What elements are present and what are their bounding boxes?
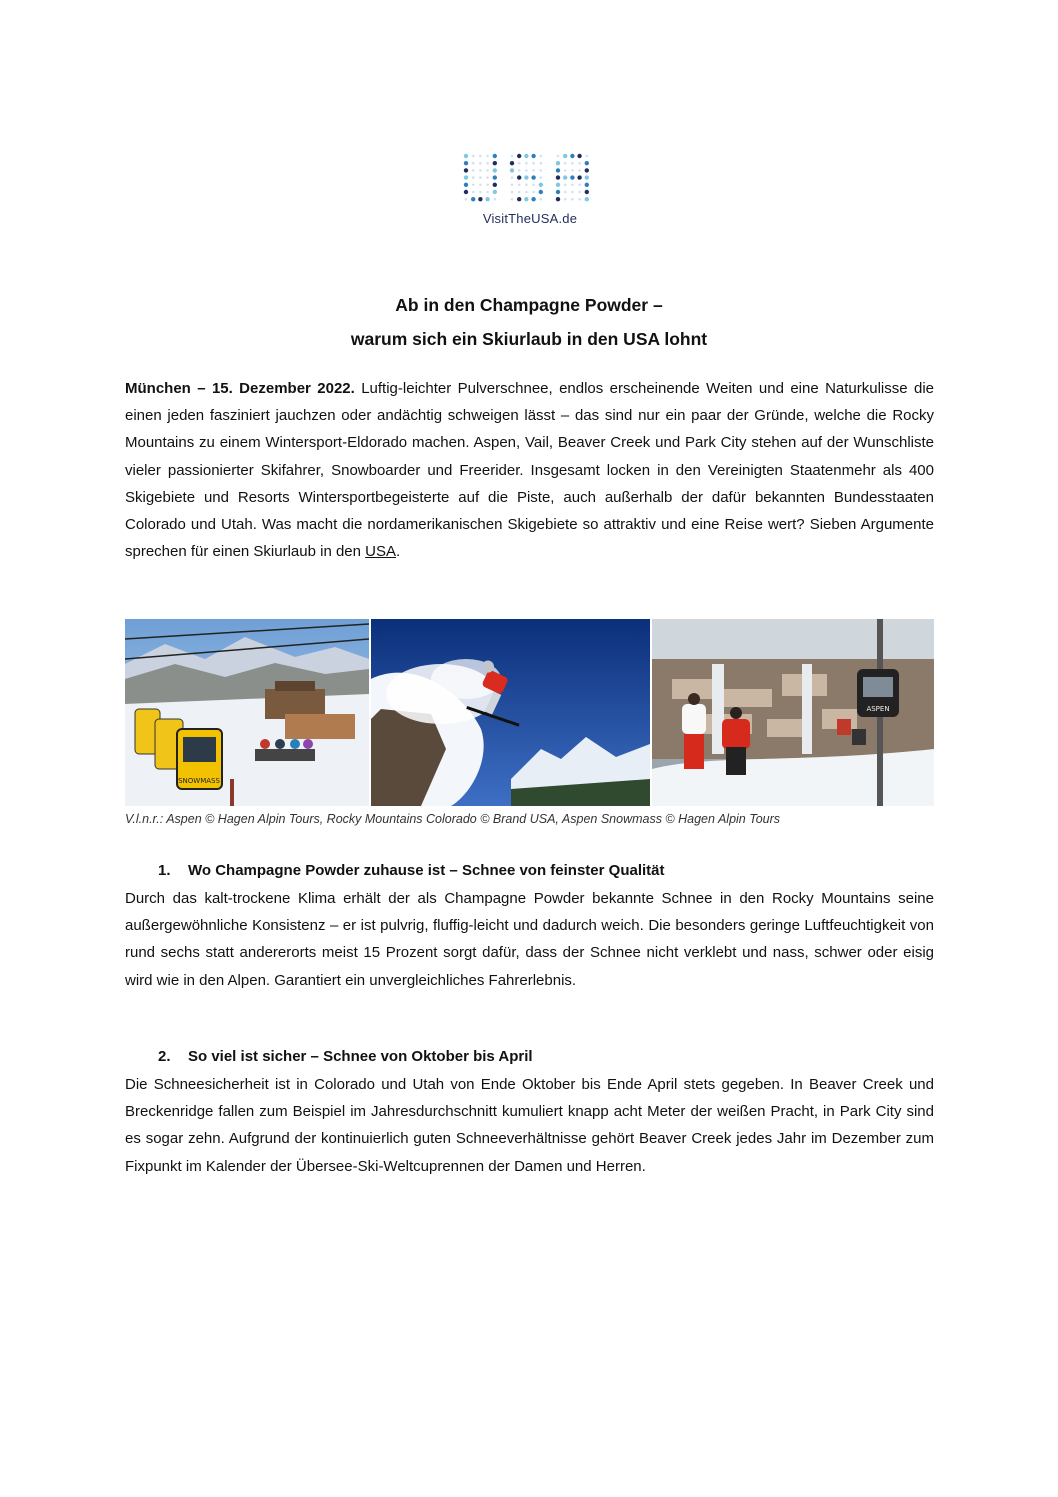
- logo-dot: [540, 162, 543, 165]
- logo-dot: [511, 176, 514, 179]
- logo-dot: [585, 168, 589, 172]
- logo-dot: [578, 169, 581, 172]
- logo-dot: [531, 197, 535, 201]
- logo-dot: [532, 191, 535, 194]
- logo-dot: [556, 190, 560, 194]
- logo-dot: [479, 155, 482, 158]
- logo-dot: [556, 168, 560, 172]
- logo-dot: [464, 154, 468, 158]
- logo-dot: [540, 198, 543, 201]
- logo-dot: [479, 176, 482, 179]
- photo-strip: [125, 619, 934, 806]
- logo-dot: [564, 198, 567, 201]
- logo-dot: [571, 191, 574, 194]
- logo-dot: [518, 169, 521, 172]
- logo-dot: [464, 161, 468, 165]
- logo-dot: [464, 175, 468, 179]
- logo-dot: [570, 154, 574, 158]
- logo-dot: [479, 191, 482, 194]
- logo-dot: [486, 162, 489, 165]
- logo-dot: [493, 168, 497, 172]
- logo-dot: [556, 161, 560, 165]
- logo-dot: [585, 197, 589, 201]
- section-2-number: 2.: [158, 1048, 171, 1065]
- logo-dot: [570, 175, 574, 179]
- section-1-number: 1.: [158, 862, 171, 879]
- logo-dot: [531, 175, 535, 179]
- photo-aspen-snowmass: [652, 619, 934, 806]
- logo-dot: [486, 184, 489, 187]
- logo-dot: [517, 154, 521, 158]
- logo-dot: [577, 175, 581, 179]
- logo-dot: [486, 191, 489, 194]
- logo-dot: [511, 198, 514, 201]
- logo-dot: [524, 175, 528, 179]
- logo-dot: [511, 191, 514, 194]
- logo-dot: [511, 184, 514, 187]
- logo-dot: [525, 191, 528, 194]
- logo-dot: [585, 161, 589, 165]
- logo-dot: [540, 155, 543, 158]
- logo-dot: [571, 169, 574, 172]
- section-2-title: So viel ist sicher – Schnee von Oktober bis April: [188, 1048, 533, 1065]
- logo-dot: [471, 197, 475, 201]
- logo-dot: [464, 190, 468, 194]
- logo-dot: [556, 175, 560, 179]
- logo-dot: [472, 169, 475, 172]
- photo-aspen-gondola: [125, 619, 369, 806]
- logo-dot: [486, 155, 489, 158]
- gondola-sign: SNOWMASS: [178, 777, 220, 785]
- logo-dot: [517, 197, 521, 201]
- logo-dot: [486, 176, 489, 179]
- logo-dot: [564, 169, 567, 172]
- logo-dot: [518, 162, 521, 165]
- section-2-text: Die Schneesicherheit ist in Colorado und Utah von Ende Oktober bis Ende April stets gegeben. In Beaver Creek und Breckenridge fallen zum Beispiel im Jahresdurchschnitt kumuliert knapp acht Meter der weißen Pracht, in Park City sind es sogar zehn. Aufgrund der kontinuierlich guten Schneeverhältnisse gehört Beaver Creek jedes Jahr im Dezember zum Fixpunkt im Kalender der Übersee-Ski-Weltcuprennen der Damen und Herren.: [125, 1076, 934, 1175]
- logo-dot: [577, 154, 581, 158]
- intro-paragraph: [125, 375, 934, 565]
- logo-dot: [485, 197, 489, 201]
- logo-dot: [571, 184, 574, 187]
- logo-dot: [564, 184, 567, 187]
- logo-dot: [493, 190, 497, 194]
- logo-dot: [525, 162, 528, 165]
- dateline: München – 15. Dezember 2022.: [125, 380, 355, 397]
- usa-link[interactable]: USA: [365, 543, 396, 561]
- logo-dot: [472, 184, 475, 187]
- logo-dot: [472, 191, 475, 194]
- logo-text: VisitTheUSA.de: [482, 211, 578, 226]
- section-1-title: Wo Champagne Powder zuhause ist – Schnee von feinster Qualität: [188, 862, 665, 879]
- logo-dot: [486, 169, 489, 172]
- logo-dot: [517, 175, 521, 179]
- logo-dot: [532, 162, 535, 165]
- logo-dot: [518, 184, 521, 187]
- logo-dot: [556, 197, 560, 201]
- logo-dot: [493, 154, 497, 158]
- logo-dot: [563, 154, 567, 158]
- logo-dot: [564, 191, 567, 194]
- logo-dot: [479, 169, 482, 172]
- logo-dot: [585, 190, 589, 194]
- logo-dot: [524, 154, 528, 158]
- logo-dot: [510, 161, 514, 165]
- intro-text: Luftig-leichter Pulverschnee, endlos erscheinende Weiten und eine Naturkulisse die einen jeden fasziniert jauchzen oder andächtig schweigen lässt – das sind nur ein paar der Gründe, welche die Rocky Mountains zu einem Wintersport-Eldorado machen. Aspen, Vail, Beaver Creek und Park City stehen auf der Wunschliste vieler passionierter Skifahrer, Snowboarder und Freerider. Insgesamt locken in den Vereinigten Staatenmehr als 400 Skigebiete und Resorts Wintersportbegeisterte auf die Piste, auch außerhalb der dafür bekannten Bundesstaaten Colorado und Utah. Was macht die nordamerikanischen Skigebiete so attraktiv und eine Reise wert? Sieben Argumente sprechen für einen Skiurlaub in den: [125, 380, 934, 561]
- section-2-heading: [158, 1048, 533, 1065]
- logo-dot: [556, 183, 560, 187]
- logo-dot: [472, 176, 475, 179]
- title-line-2: warum sich ein Skiurlaub in den USA lohnt: [350, 329, 708, 349]
- photo-rocky-mountains-skier: [371, 619, 650, 806]
- logo-dot: [493, 183, 497, 187]
- logo-dot: [578, 162, 581, 165]
- logo-dot: [557, 155, 560, 158]
- logo-dot: [479, 184, 482, 187]
- logo-dot: [511, 155, 514, 158]
- cabin-sign: ASPEN: [866, 705, 890, 713]
- logo-dot: [578, 198, 581, 201]
- logo-dot: [464, 183, 468, 187]
- logo-dot: [563, 175, 567, 179]
- title-line-1: Ab in den Champagne Powder –: [395, 295, 663, 315]
- logo-dot: [539, 190, 543, 194]
- logo-dot: [518, 191, 521, 194]
- logo-dot: [525, 184, 528, 187]
- logo-dot: [464, 168, 468, 172]
- logo-dot: [578, 191, 581, 194]
- section-1-heading: [158, 862, 665, 879]
- logo-dot: [585, 183, 589, 187]
- logo-dot: [586, 155, 589, 158]
- logo-dot: [571, 198, 574, 201]
- logo-dot: [531, 154, 535, 158]
- logo-dot: [564, 162, 567, 165]
- logo-dot: [539, 183, 543, 187]
- logo-dot: [472, 155, 475, 158]
- logo-dot: [510, 168, 514, 172]
- logo-dot: [585, 175, 589, 179]
- logo-dot: [524, 197, 528, 201]
- usa-dot-logo-icon: [460, 150, 600, 208]
- logo-dot: [571, 162, 574, 165]
- logo-dot: [478, 197, 482, 201]
- intro-end: .: [396, 543, 401, 561]
- logo-dot: [540, 176, 543, 179]
- logo-dot: [532, 169, 535, 172]
- photo-caption: V.l.n.r.: Aspen © Hagen Alpin Tours, Rocky Mountains Colorado © Brand USA, Aspen Snowmass © Hagen Alpin Tours: [125, 812, 781, 826]
- logo-dot: [465, 198, 468, 201]
- logo-dot: [578, 184, 581, 187]
- logo-dot: [525, 169, 528, 172]
- logo-dot: [540, 169, 543, 172]
- section-1-text: Durch das kalt-trockene Klima erhält der als Champagne Powder bekannte Schnee in den Rocky Mountains seine außergewöhnliche Konsistenz – er ist pulvrig, fluffig-leicht und dadurch weich. Die besonders geringe Luftfeuchtigkeit von rund sechs statt andererorts meist 15 Prozent sorgt dafür, dass der Schnee nicht verklebt und nass, schwer oder eisig wird wie in den Alpen. Garantiert ein unvergleichliches Fahrerlebnis.: [125, 890, 934, 989]
- press-release-title: [100, 288, 958, 356]
- logo-dot: [472, 162, 475, 165]
- logo-dot: [493, 161, 497, 165]
- logo-dot: [479, 162, 482, 165]
- visittheusa-logo: [460, 150, 600, 232]
- logo-dot: [494, 198, 497, 201]
- logo-dot: [532, 184, 535, 187]
- logo-dot: [493, 175, 497, 179]
